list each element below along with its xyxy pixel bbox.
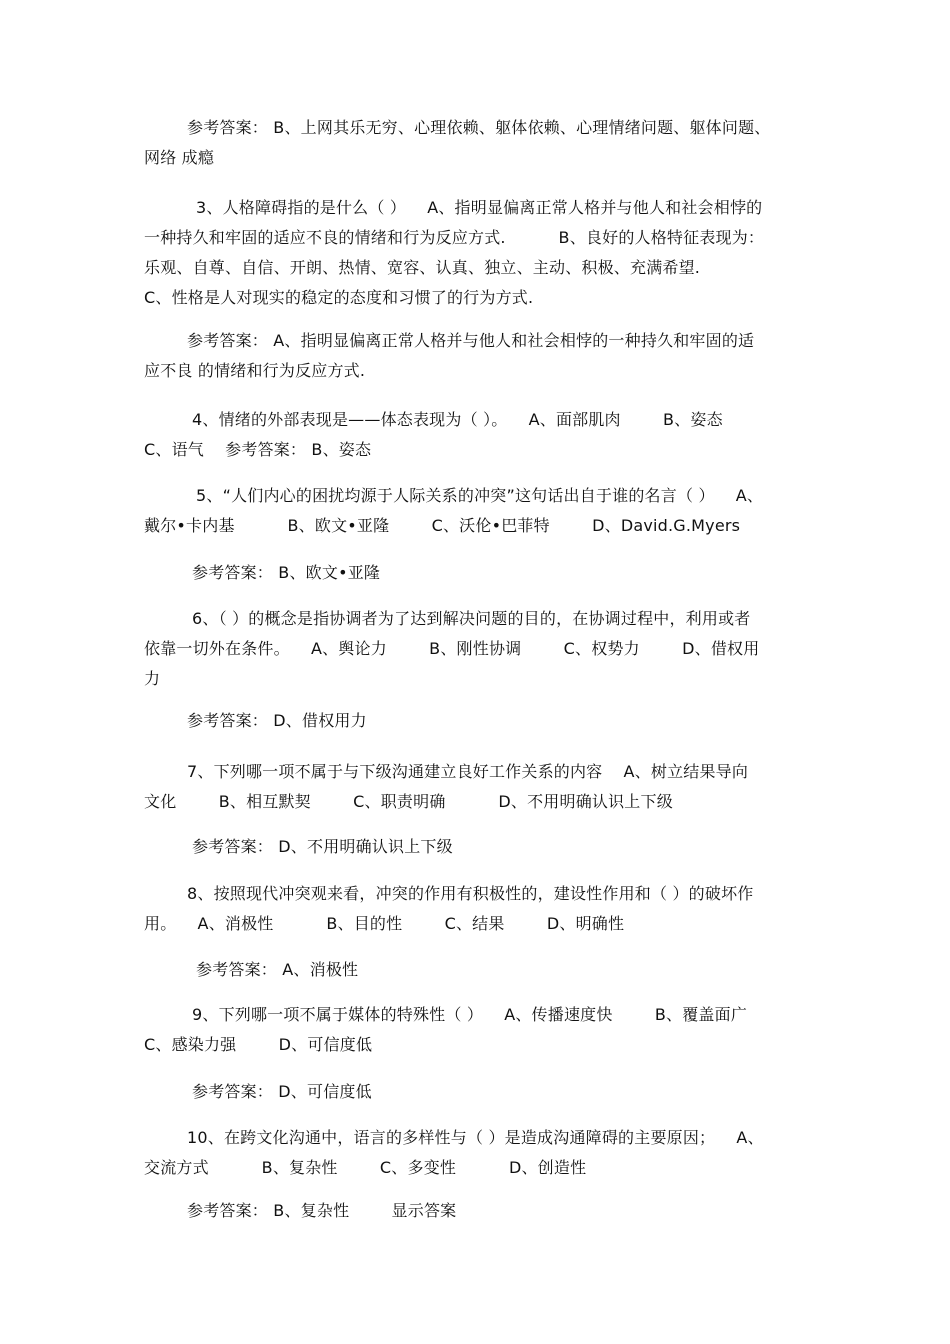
text-line: 力 bbox=[144, 669, 161, 688]
text-line: 参考答案： D、借权用力 bbox=[187, 711, 367, 730]
text-line: 用。 A、消极性 B、目的性 C、结果 D、明确性 bbox=[144, 914, 625, 933]
text-line: 交流方式 B、复杂性 C、多变性 D、创造性 bbox=[144, 1158, 587, 1177]
text-line: 应不良 的情绪和行为反应方式. bbox=[144, 361, 366, 380]
answer-paragraph-8 bbox=[144, 955, 814, 985]
text-line: 4、情绪的外部表现是——体态表现为（ ）。 A、面部肌肉 B、姿态 bbox=[192, 410, 723, 429]
question-paragraph-6 bbox=[144, 604, 814, 694]
answer-paragraph-10 bbox=[144, 1196, 814, 1226]
answer-paragraph-5 bbox=[144, 558, 814, 588]
answer-paragraph-9 bbox=[144, 1077, 814, 1107]
question-paragraph-10 bbox=[144, 1123, 814, 1183]
question-paragraph-8 bbox=[144, 879, 814, 939]
answer-paragraph-3 bbox=[144, 326, 814, 386]
question-paragraph-7 bbox=[144, 757, 814, 817]
text-line: 10、在跨文化沟通中，语言的多样性与（ ）是造成沟通障碍的主要原因； A、 bbox=[187, 1128, 764, 1147]
text-line: 6、（ ）的概念是指协调者为了达到解决问题的目的，在协调过程中，利用或者 bbox=[192, 609, 751, 628]
text-line: 5、“人们内心的困扰均源于人际关系的冲突”这句话出自于谁的名言（ ） A、 bbox=[196, 486, 764, 505]
text-line: C、性格是人对现实的稳定的态度和习惯了的行为方式. bbox=[144, 288, 534, 307]
question-paragraph-4 bbox=[144, 405, 814, 465]
text-line: C、感染力强 D、可信度低 bbox=[144, 1035, 373, 1054]
question-paragraph-5 bbox=[144, 481, 814, 541]
question-paragraph-3 bbox=[144, 193, 814, 313]
text-line: 参考答案： B、复杂性 显示答案 bbox=[187, 1201, 457, 1220]
text-line: 参考答案： D、可信度低 bbox=[192, 1082, 372, 1101]
question-paragraph-9 bbox=[144, 1000, 814, 1060]
text-line: 戴尔•卡内基 B、欧文•亚隆 C、沃伦•巴菲特 D、David.G.Myers bbox=[144, 516, 741, 535]
text-line: 8、按照现代冲突观来看，冲突的作用有积极性的，建设性作用和（ ）的破坏作 bbox=[187, 884, 754, 903]
text-line: 7、下列哪一项不属于与下级沟通建立良好工作关系的内容 A、树立结果导向 bbox=[187, 762, 749, 781]
text-line: 参考答案： A、消极性 bbox=[196, 960, 359, 979]
text-line: 网络 成瘾 bbox=[144, 148, 215, 167]
answer-paragraph-7 bbox=[144, 832, 814, 862]
answer-paragraph-2 bbox=[144, 113, 814, 173]
text-line: 一种持久和牢固的适应不良的情绪和行为反应方式. B、良好的人格特征表现为： bbox=[144, 228, 765, 247]
answer-paragraph-6 bbox=[144, 706, 814, 736]
text-line: 参考答案： A、指明显偏离正常人格并与他人和社会相悖的一种持久和牢固的适 bbox=[187, 331, 755, 350]
text-line: 依靠一切外在条件。 A、舆论力 B、刚性协调 C、权势力 D、借权用 bbox=[144, 639, 760, 658]
text-line: 乐观、自尊、自信、开朗、热情、宽容、认真、独立、主动、积极、充满希望. bbox=[144, 258, 701, 277]
text-line: 9、下列哪一项不属于媒体的特殊性（ ） A、传播速度快 B、覆盖面广 bbox=[192, 1005, 748, 1024]
text-line: 参考答案： B、上网其乐无穷、心理依赖、躯体依赖、心理情绪问题、躯体问题、 bbox=[187, 118, 771, 137]
text-line: 参考答案： D、不用明确认识上下级 bbox=[192, 837, 453, 856]
text-line: C、语气 参考答案： B、姿态 bbox=[144, 440, 372, 459]
text-line: 3、人格障碍指的是什么（ ） A、指明显偏离正常人格并与他人和社会相悖的 bbox=[196, 198, 763, 217]
text-line: 参考答案： B、欧文•亚隆 bbox=[192, 563, 381, 582]
text-line: 文化 B、相互默契 C、职责明确 D、不用明确认识上下级 bbox=[144, 792, 673, 811]
